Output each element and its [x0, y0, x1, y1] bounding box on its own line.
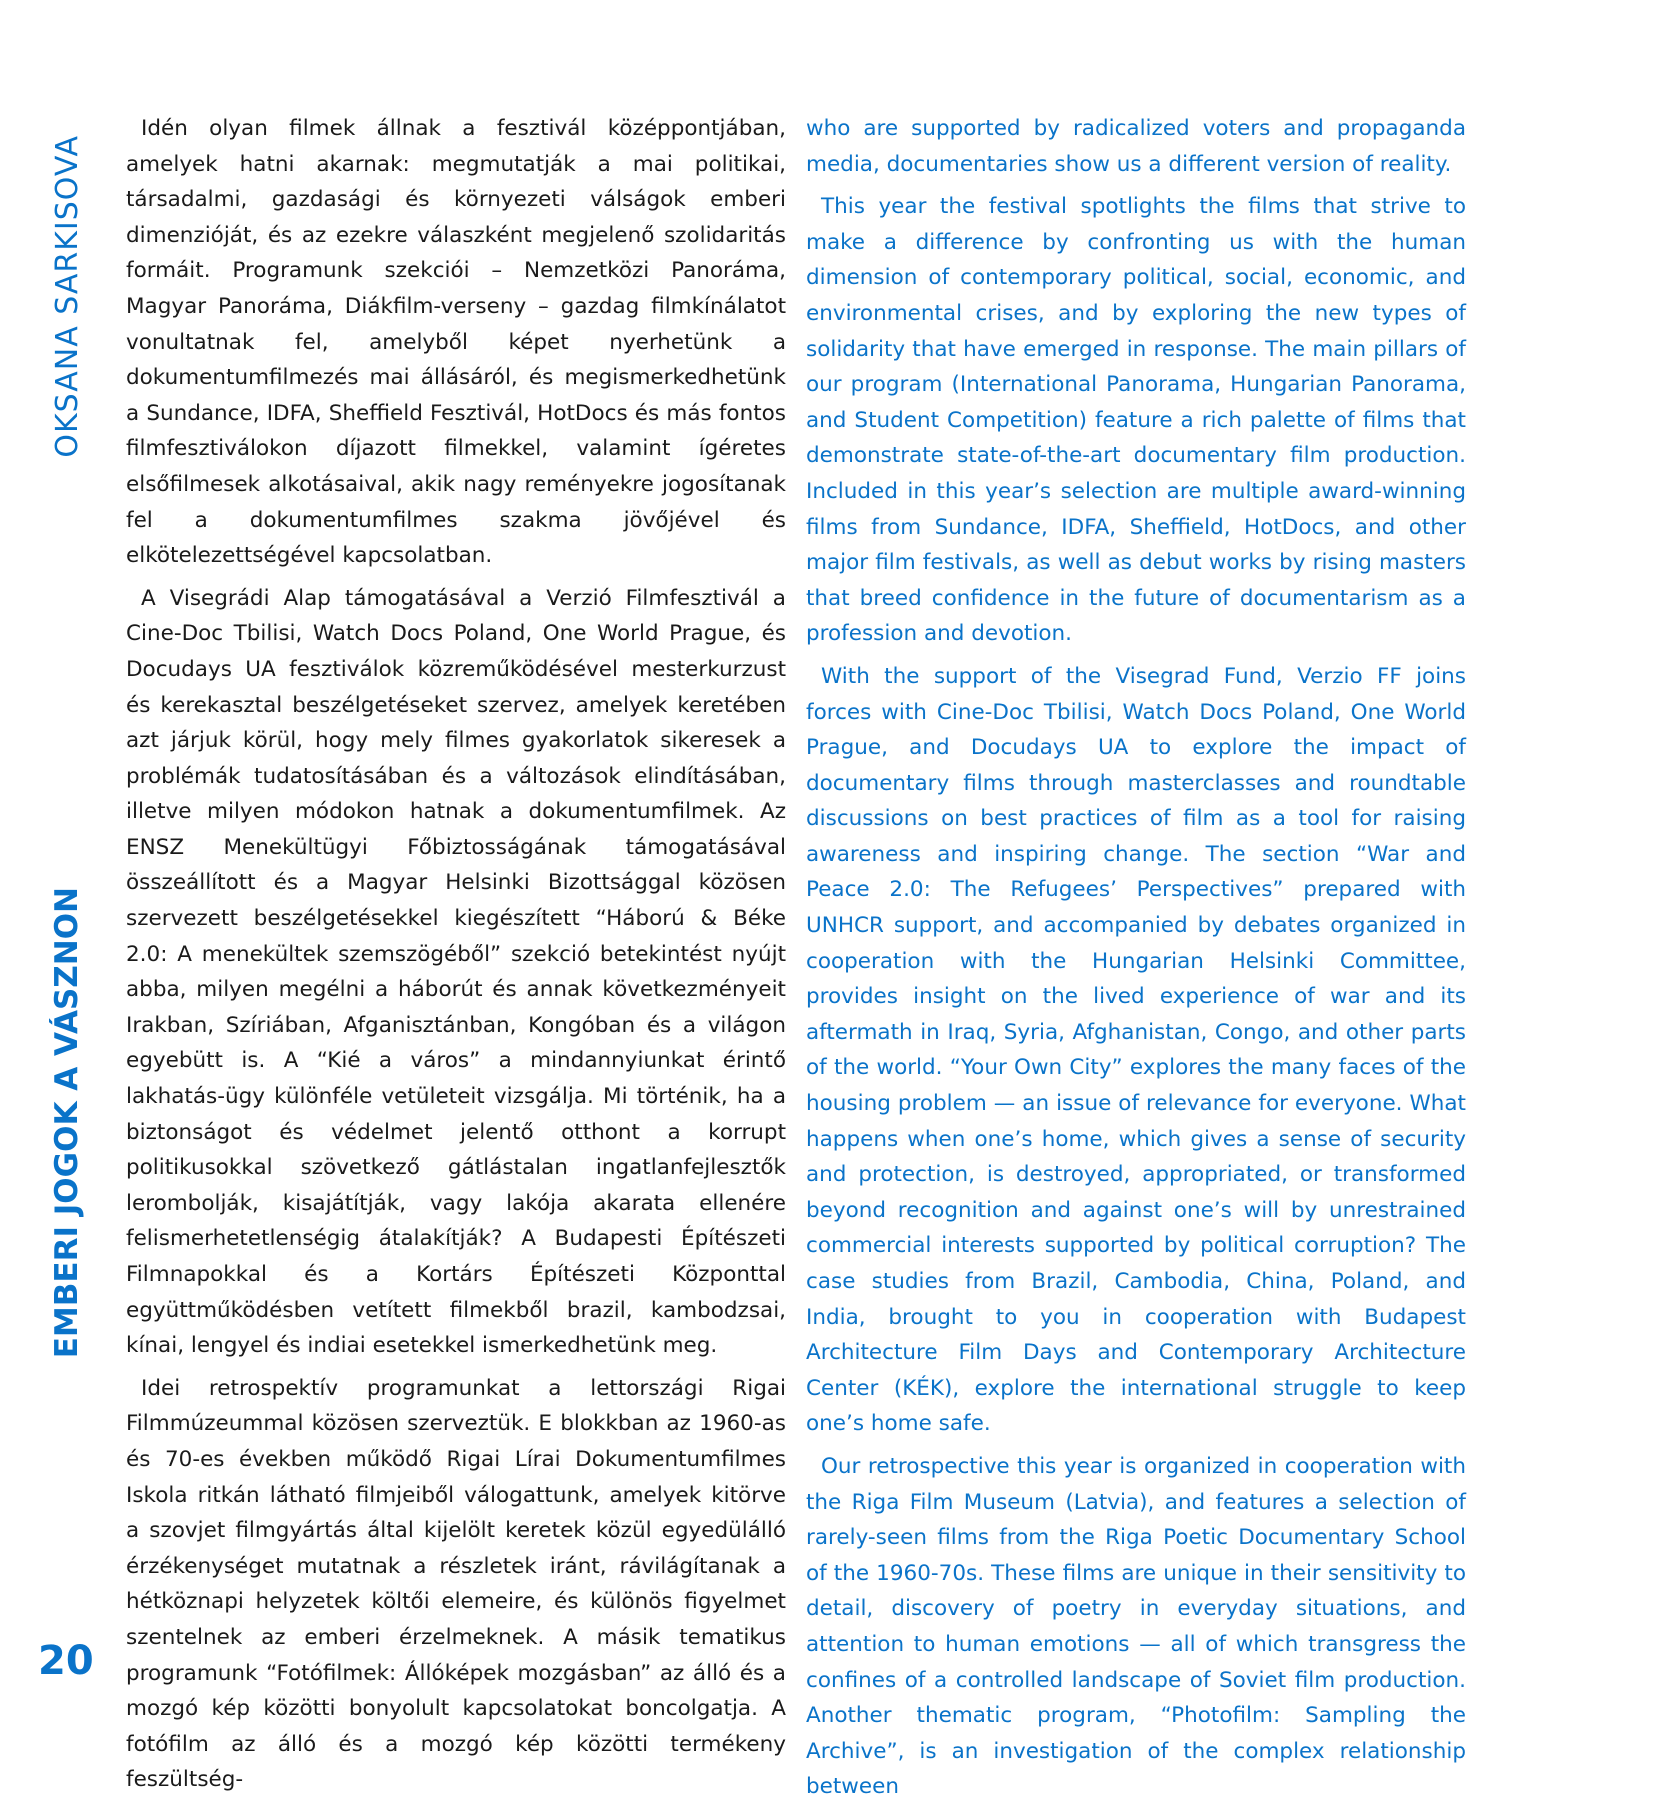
hungarian-column — [126, 111, 786, 1805]
hungarian-paragraph: Idén olyan filmek állnak a fesztivál középpontjában, amelyek hatni akarnak: megmutatják a mai politikai, társadalmi, gazdasági és környezeti válságok emberi dimenzióját, és az ezekre válaszként megjelenő szolidaritás formáit. Programunk szekciói – Nemzetközi Panoráma, Magyar Panoráma, Diákfilm-verseny – gazdag filmkínálatot vonultatnak fel, amelyből képet nyerhetünk a dokumentumfilmezés mai állásáról, és megismerkedhetünk a Sundance, IDFA, Sheffield Fesztivál, HotDocs és más fontos filmfesztiválokon díjazott filmekkel, valamint ígéretes elsőfilmesek alkotásaival, akik nagy reményekre jogosítanak fel a dokumentumfilmes szakma jövőjével és elkötelezettségével kapcsolatban. — [126, 116, 786, 569]
hungarian-paragraph: Idei retrospektív programunkat a lettországi Rigai Filmmúzeummal közösen szerveztük. E blokkban az 1960-as és 70-es években működő Rigai Lírai Dokumentumfilmes Iskola ritkán látható filmjeiből válogattunk, amelyek kitörve a szovjet filmgyártás által kijelölt keretek közül egyedülálló érzékenységet mutatnak a részletek iránt, rávilágítanak a hétköznapi helyzetek költői elemeire, és különös figyelmet szentelnek az emberi érzelmeknek. A másik tematikus programunk “Fotófilmek: Állóképek mozgásban” az álló és a mozgó kép közötti bonyolult kapcsolatokat boncolgatja. A fotófilm az álló és a mozgó kép közötti termékeny feszültség- — [126, 1375, 786, 1793]
english-paragraph: With the support of the Visegrad Fund, Verzio FF joins forces with Cine-Doc Tbilisi, Watch Docs Poland, One World Prague, and Docudays UA to explore the impact of documentary films through masterclasses and roundtable discussions on best practices of film as a tool for raising awareness and inspiring change. The section “War and Peace 2.0: The Refugees’ Perspectives” prepared with UNHCR support, and accompanied by debates organized in cooperation with the Hungarian Helsinki Committee, provides insight on the lived experience of war and its aftermath in Iraq, Syria, Afghanistan, Congo, and other parts of the world. “Your Own City” explores the many faces of the housing problem — an issue of relevance for everyone. What happens when one’s home, which gives a sense of security and protection, is destroyed, appropriated, or transformed beyond recognition and against one’s will by unrestrained commercial interests supported by political corruption? The case studies from Brazil, Cambodia, China, Poland, and India, brought to you in cooperation with Budapest Architecture Film Days and Contemporary Architecture Center (KÉK), explore the international struggle to keep one’s home safe. — [806, 663, 1466, 1437]
english-paragraph: This year the festival spotlights the films that strive to make a difference by confronting us with the human dimension of contemporary political, social, economic, and environmental crises, and by exploring the new types of solidarity that have emerged in response. The main pillars of our program (International Panorama, Hungarian Panorama, and Student Competition) feature a rich palette of films that demonstrate state-of-the-art documentary film production. Included in this year’s selection are multiple award-winning films from Sundance, IDFA, Sheffield, HotDocs, and other major film festivals, as well as debut works by rising masters that breed confidence in the future of documentarism as a profession and devotion. — [806, 194, 1466, 647]
author-name: OKSANA SARKISOVA — [49, 135, 85, 458]
hungarian-paragraph: A Visegrádi Alap támogatásával a Verzió Filmfesztivál a Cine-Doc Tbilisi, Watch Docs Poland, One World Prague, és Docudays UA fesztiválok közreműködésével mesterkurzust és kerekasztal beszélgetéseket szervez, amelyek keretében azt járjuk körül, hogy mely filmes gyakorlatok sikeresek a problémák tudatosításában és a változások elindításában, illetve milyen módokon hatnak a dokumentumfilmek. Az ENSZ Menekültügyi Főbiztosságának támogatásával összeállított és a Magyar Helsinki Bizottsággal közösen szervezett beszélgetésekkel kiegészített “Háború & Béke 2.0: A menekültek szemszögéből” szekció betekintést nyújt abba, milyen megélni a háborút és annak következményeit Irakban, Szíriában, Afganisztánban, Kongóban és a világon egyebütt is. A “Kié a város” a mindannyiunkat érintő lakhatás-ügy különféle vetületeit vizsgálja. Mi történik, ha a biztonságot és védelmet jelentő otthont a korrupt politikusokkal szövetkező gátlástalan ingatlanfejlesztők lerombolják, kisajátítják, vagy lakója akarata ellenére felismerhetetlenségig átalakítják? A Budapesti Építészeti Filmnapokkal és a Kortárs Építészeti Központtal együttműködésben vetített filmekből brazil, kambodzsai, kínai, lengyel és indiai esetekkel ismerkedhetünk meg. — [126, 585, 786, 1359]
author-vertical-label — [48, 118, 86, 458]
english-continuation-paragraph: who are supported by radicalized voters and propaganda media, documentaries show us a different version of reality. — [806, 116, 1466, 177]
page-number: 20 — [38, 1638, 94, 1684]
section-title: EMBERI JOGOK A VÁSZNON — [49, 886, 85, 1358]
english-paragraph: Our retrospective this year is organized in cooperation with the Riga Film Museum (Latvia), and features a selection of rarely-seen films from the Riga Poetic Documentary School of the 1960-70s. These films are unique in their sensitivity to detail, discovery of poetry in everyday situations, and attention to human emotions — all of which transgress the confines of a controlled landscape of Soviet film production. Another thematic program, “Photofilm: Sampling the Archive”, is an investigation of the complex relationship between — [806, 1453, 1466, 1800]
english-column — [806, 111, 1466, 1812]
section-title-vertical — [46, 886, 88, 1358]
